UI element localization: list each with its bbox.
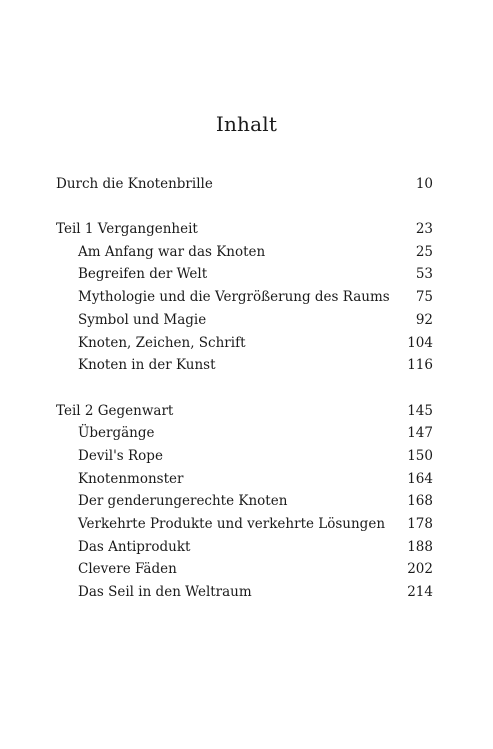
toc-section-part-2 — [56, 401, 433, 421]
toc-entry — [56, 287, 433, 307]
toc-entry-page: 164 — [407, 471, 433, 487]
toc-entry-page: 147 — [407, 425, 433, 441]
toc-entry-page: 75 — [415, 289, 433, 305]
toc-entry — [56, 446, 433, 466]
toc-entry-label: Knotenmonster — [78, 471, 184, 487]
toc-entry-intro — [56, 174, 433, 194]
toc-entry-page: 188 — [407, 539, 433, 555]
toc-entry-page: 178 — [407, 516, 433, 532]
toc-entry-page: 116 — [407, 357, 433, 373]
toc-entry-page: 53 — [415, 266, 433, 282]
toc-entry-label: Knoten, Zeichen, Schrift — [78, 335, 246, 351]
toc-entry — [56, 559, 433, 579]
toc-entry — [56, 514, 433, 534]
toc-entry — [56, 355, 433, 375]
toc-entry-label: Devil's Rope — [78, 448, 163, 464]
toc-entry-label: Clevere Fäden — [78, 561, 177, 577]
toc-entry-label: Am Anfang war das Knoten — [78, 244, 266, 260]
toc-entry-label: Das Seil in den Weltraum — [78, 584, 252, 600]
toc-section-label: Teil 1 Vergangenheit — [56, 221, 198, 237]
toc-entry-label: Durch die Knotenbrille — [56, 176, 213, 192]
toc-section-part-1 — [56, 219, 433, 239]
toc-entry — [56, 491, 433, 511]
toc-entry-page: 202 — [407, 561, 433, 577]
toc-entry-page: 10 — [415, 176, 433, 192]
toc-entry — [56, 333, 433, 353]
toc-entry-page: 25 — [415, 244, 433, 260]
toc-entry-page: 150 — [407, 448, 433, 464]
toc-entry — [56, 242, 433, 262]
toc-section-label: Teil 2 Gegenwart — [56, 403, 174, 419]
toc-entry — [56, 469, 433, 489]
toc-entry — [56, 310, 433, 330]
toc-entry-page: 145 — [407, 403, 433, 419]
toc-entry — [56, 582, 433, 602]
toc-entry-label: Übergänge — [78, 425, 155, 441]
toc-entry-label: Knoten in der Kunst — [78, 357, 216, 373]
toc-entry — [56, 537, 433, 557]
toc-entry-page: 168 — [407, 493, 433, 509]
toc-entry-page: 23 — [415, 221, 433, 237]
toc-entry — [56, 264, 433, 284]
toc-entry-label: Das Antiprodukt — [78, 539, 191, 555]
toc-entry-label: Der genderungerechte Knoten — [78, 493, 288, 509]
toc-entry-label: Mythologie und die Vergrößerung des Raums — [78, 289, 390, 305]
toc-entry-page: 214 — [407, 584, 433, 600]
toc-entry — [56, 423, 433, 443]
toc-entry-page: 92 — [415, 312, 433, 328]
page-title: Inhalt — [215, 112, 278, 136]
toc-entry-label: Verkehrte Produkte und verkehrte Lösungen — [78, 516, 386, 532]
toc-entry-label: Begreifen der Welt — [78, 266, 208, 282]
toc-entry-label: Symbol und Magie — [78, 312, 207, 328]
toc-entry-page: 104 — [407, 335, 433, 351]
